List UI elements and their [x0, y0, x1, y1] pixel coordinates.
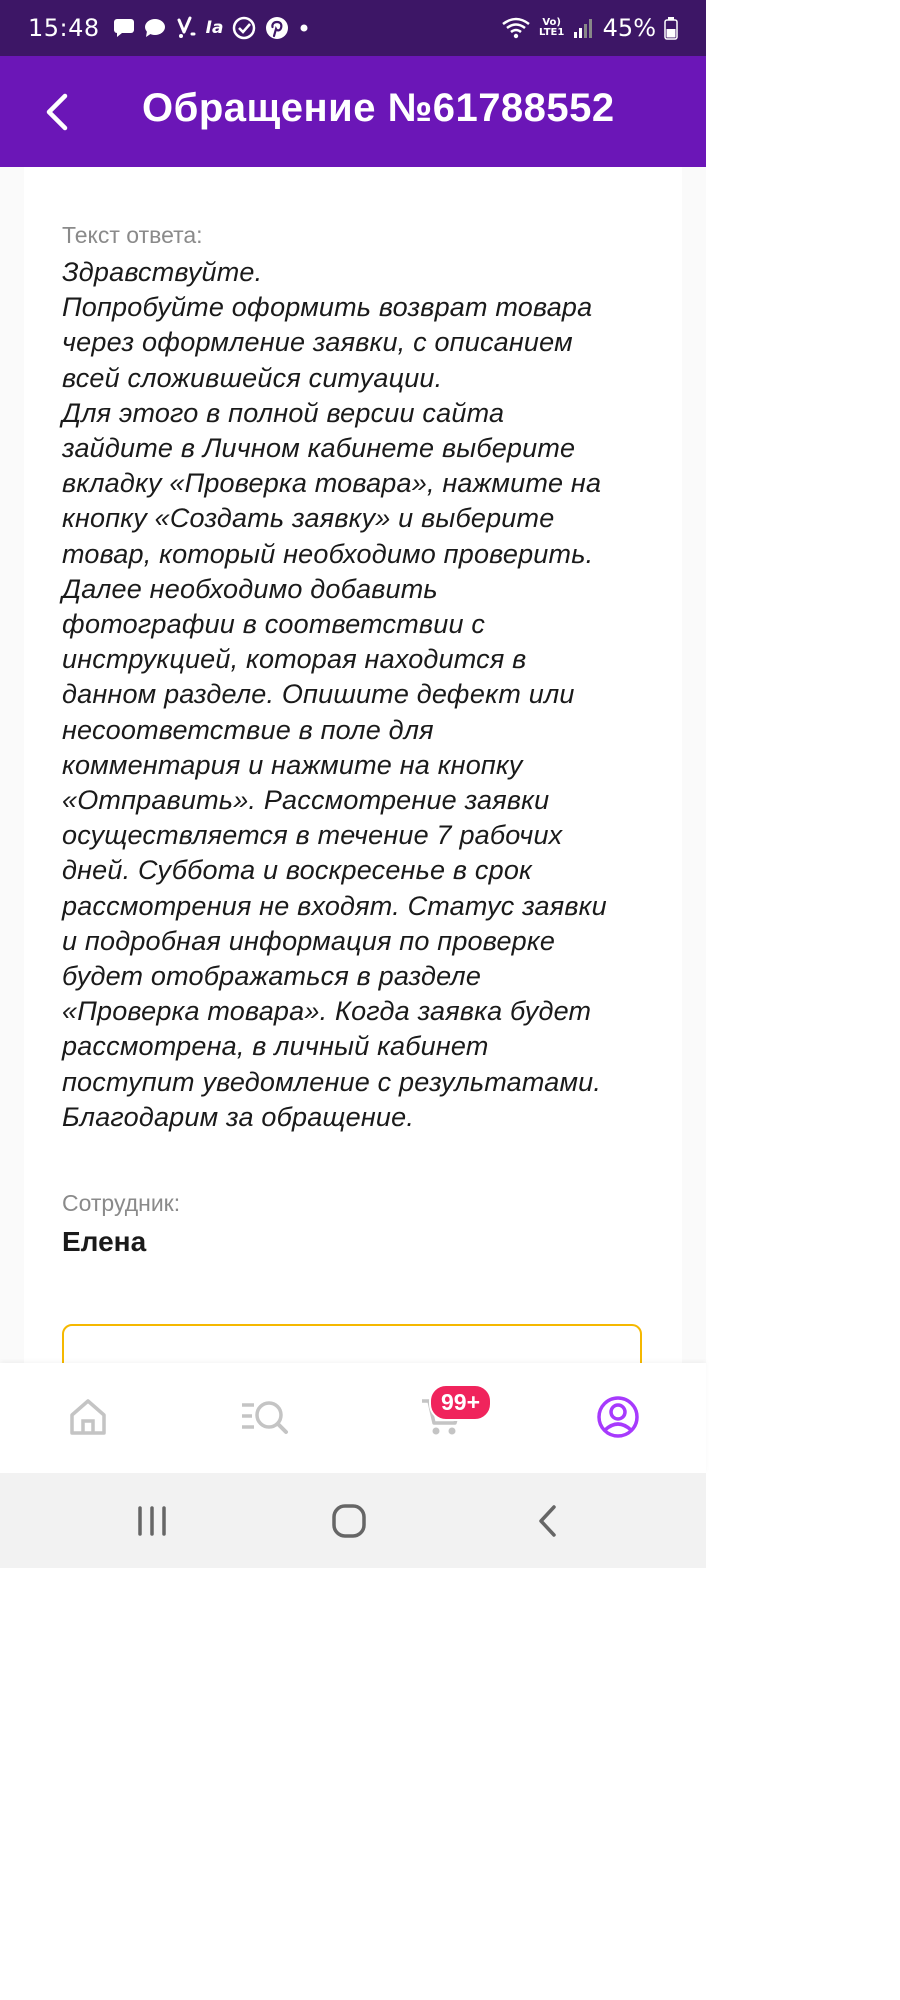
reply-line: рассмотрена, в личный кабинет [62, 1031, 489, 1062]
recents-icon [135, 1505, 169, 1537]
system-nav [0, 1473, 706, 1568]
reply-line: всей сложившейся ситуации. [62, 362, 443, 393]
wifi-icon [501, 16, 531, 40]
reply-line: несоответствие в поле для [62, 714, 434, 745]
employee-label: Сотрудник: [62, 1190, 181, 1216]
pinterest-icon [265, 16, 289, 40]
home-icon [66, 1395, 110, 1439]
battery-icon [664, 16, 678, 40]
system-back-icon [532, 1503, 562, 1539]
profile-icon [595, 1394, 641, 1440]
reply-line: «Проверка товара». Когда заявка будет [62, 996, 592, 1027]
cart-badge: 99+ [429, 1384, 492, 1421]
reply-text [62, 255, 652, 1135]
reply-line: товар, который необходимо проверить. [62, 538, 594, 569]
dot-icon [298, 22, 310, 34]
bottom-nav [0, 1363, 706, 1473]
reply-label: Текст ответа: [62, 222, 203, 248]
reply-line: через оформление заявки, с описанием [62, 327, 573, 358]
reply-line: вкладку «Проверка товара», нажмите на [62, 468, 602, 499]
reply-line: Попробуйте оформить возврат товара [62, 292, 593, 323]
reply-line: Для этого в полной версии сайта [62, 397, 505, 428]
status-bar [0, 0, 706, 56]
reply-line: «Отправить». Рассмотрение заявки [62, 785, 550, 816]
check-circle-icon [232, 16, 256, 40]
back-button[interactable] [36, 90, 76, 134]
nav-profile[interactable] [588, 1387, 648, 1447]
reply-line: Далее необходимо добавить [62, 573, 438, 604]
reply-line: инструкцией, которая находится в [62, 644, 527, 675]
ia-icon: Ia [205, 18, 224, 38]
app-header [0, 56, 706, 167]
message-icon [113, 18, 135, 38]
reply-line: зайдите в Личном кабинете выберите [62, 433, 576, 464]
system-home-icon [330, 1502, 368, 1540]
recents-button[interactable] [132, 1501, 172, 1541]
nav-home[interactable] [58, 1387, 118, 1447]
system-home-button[interactable] [329, 1501, 369, 1541]
page-title: Обращение №61788552 [142, 86, 615, 130]
back-arrow-icon [41, 92, 71, 132]
reply-line: комментария и нажмите на кнопку [62, 749, 523, 780]
nav-catalog[interactable] [234, 1387, 294, 1447]
reply-line: дней. Суббота и воскресенье в срок [62, 855, 532, 886]
status-time: 15:48 [28, 14, 100, 42]
status-right [501, 14, 678, 42]
volte-icon: Vo) LTE1 [538, 17, 565, 38]
status-left [28, 14, 310, 42]
reply-line: кнопку «Создать заявку» и выберите [62, 503, 555, 534]
reply-line: рассмотрения не входят. Статус заявки [62, 890, 607, 921]
employee-name: Елена [62, 1226, 147, 1257]
system-back-button[interactable] [527, 1501, 567, 1541]
reply-line: будет отображаться в разделе [62, 961, 482, 992]
signal-icon [573, 17, 595, 39]
reply-line: данном разделе. Опишите дефект или [62, 679, 575, 710]
battery-percent: 45% [602, 14, 656, 42]
chat-icon [144, 18, 166, 38]
reply-line: Здравствуйте. [62, 257, 263, 287]
reply-line: фотографии в соответствии с [62, 609, 486, 640]
reply-line: осуществляется в течение 7 рабочих [62, 820, 563, 851]
catalog-search-icon [238, 1395, 290, 1439]
reply-line: и подробная информация по проверке [62, 925, 556, 956]
vk-icon [175, 16, 197, 40]
reply-line: поступит уведомление с результатами. [62, 1066, 602, 1097]
reply-line: Благодарим за обращение. [62, 1101, 415, 1132]
